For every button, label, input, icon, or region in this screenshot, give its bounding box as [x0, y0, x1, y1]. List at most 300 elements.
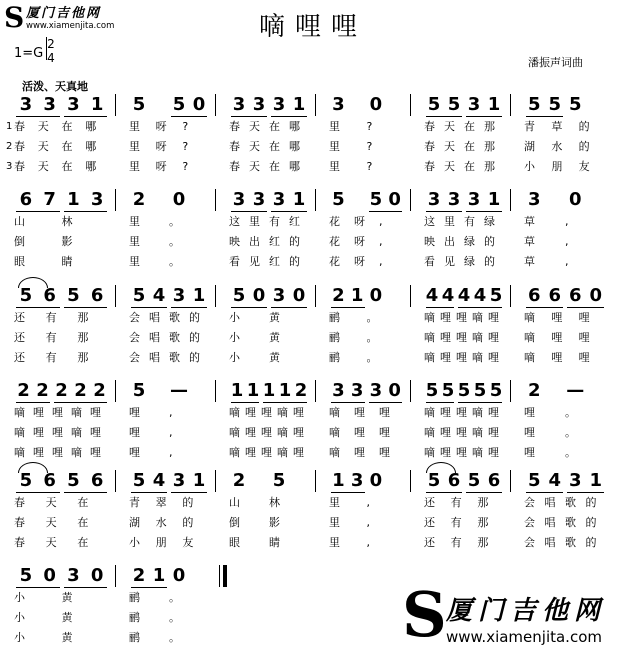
note: 6: [527, 285, 541, 306]
lyric-verse-3: 嘀哩哩嘀哩: [424, 446, 504, 459]
logo-name: 厦门吉他网: [26, 6, 102, 21]
beam: [426, 492, 462, 493]
note: 5: [568, 94, 582, 115]
beam: [369, 402, 403, 403]
note: 3: [232, 189, 246, 210]
lyric-verse-1: 小黄: [14, 591, 109, 604]
beam: [458, 307, 502, 308]
note: 3: [252, 94, 266, 115]
lyric-verse-3: 鹂。: [329, 351, 404, 364]
barline: [410, 380, 411, 402]
note: 3: [19, 94, 33, 115]
beam: [64, 116, 108, 117]
logo-name-large: 厦门吉他网: [446, 596, 607, 626]
time-bottom: 4: [47, 51, 55, 65]
note: 4: [152, 470, 166, 491]
beam: [263, 402, 307, 403]
lyric-verse-3: 哩,: [129, 446, 202, 459]
beam: [526, 492, 563, 493]
note: 4: [425, 285, 439, 306]
lyric-verse-3: 眼睛: [229, 536, 309, 549]
verse-number: 1: [6, 121, 13, 132]
lyric-verse-1: 哩,: [129, 406, 202, 419]
note: 5: [527, 470, 541, 491]
barline: [115, 470, 116, 492]
note: 1: [487, 94, 501, 115]
note: 3: [43, 94, 56, 115]
time-top: 2: [47, 37, 55, 51]
lyric-verse-1: 里?: [329, 120, 399, 133]
lyric-verse-3: 小黄: [229, 351, 309, 364]
beam: [64, 211, 108, 212]
lyric-verse-2: 嘀哩哩嘀哩: [424, 426, 504, 439]
note: 1: [262, 380, 276, 401]
lyric-verse-2: 里呀?: [129, 140, 204, 153]
beam: [426, 402, 454, 403]
lyric-verse-1: 里。: [129, 215, 209, 228]
lyric-verse-2: 草,: [524, 235, 599, 248]
song-title: 嘀哩哩: [258, 12, 367, 42]
barline: [510, 380, 511, 402]
note: 5: [489, 380, 503, 401]
lyric-verse-3: 嘀哩哩嘀哩: [14, 446, 109, 459]
note: 3: [350, 470, 364, 491]
beam: [426, 211, 462, 212]
note: 3: [447, 189, 461, 210]
note: 3: [90, 189, 104, 210]
lyric-verse-3: 眼睛: [14, 255, 109, 268]
barline: [510, 94, 511, 116]
note: 4: [441, 285, 455, 306]
time-bar: [46, 37, 47, 60]
barline: [315, 189, 316, 211]
system-4: [0, 380, 626, 470]
lyric-verse-3: 嘀哩哩嘀哩: [229, 446, 309, 459]
note: 2: [93, 380, 106, 401]
lyric-verse-1: 小黄: [229, 311, 309, 324]
note: —: [566, 380, 585, 401]
lyric-verse-1: 这里有绿: [424, 215, 504, 228]
lyric-verse-2: 鹂。: [329, 331, 404, 344]
lyric-verse-1: 山林: [229, 496, 309, 509]
lyric-verse-2: 小黄: [14, 611, 109, 624]
lyric-verse-2: 鹂。: [129, 611, 209, 624]
lyric-verse-1: 还有那: [424, 496, 504, 509]
beam: [567, 307, 604, 308]
beam: [426, 307, 454, 308]
tempo-marking: 活泼、天真地: [22, 80, 88, 93]
lyric-verse-3: 鹂。: [129, 631, 209, 644]
note: 6: [447, 470, 461, 491]
note: 5: [527, 94, 541, 115]
beam: [331, 402, 365, 403]
note: 5: [132, 94, 146, 115]
beam: [131, 492, 167, 493]
note: 3: [350, 380, 364, 401]
note: 4: [548, 470, 562, 491]
note: 5: [67, 470, 80, 491]
lyric-verse-3: 里?: [329, 160, 399, 173]
note: 0: [388, 380, 401, 401]
lyric-verse-3: 嘀哩哩: [329, 446, 404, 459]
barline: [410, 470, 411, 492]
verse-number: 2: [6, 141, 13, 152]
note: 1: [589, 470, 603, 491]
note: 4: [457, 285, 471, 306]
lyric-verse-2: 嘀哩哩嘀哩: [424, 331, 504, 344]
lyric-verse-2: 嘀哩哩: [524, 331, 606, 344]
note: 2: [527, 380, 541, 401]
lyric-verse-3: 春天在哪: [229, 160, 309, 173]
note: 6: [90, 470, 104, 491]
lyric-verse-1: 会唱歌的: [524, 496, 606, 509]
note: 1: [350, 285, 364, 306]
lyric-verse-1: 嘀哩哩嘀哩: [14, 406, 109, 419]
lyric-verse-2: 映出红的: [229, 235, 309, 248]
lyric-verse-2: 映出绿的: [424, 235, 504, 248]
beam: [526, 116, 563, 117]
note: 3: [369, 380, 383, 401]
lyric-verse-3: 还有那: [14, 351, 109, 364]
lyric-verse-1: 嘀哩哩: [524, 311, 606, 324]
note: 5: [332, 189, 345, 210]
note: 0: [292, 285, 306, 306]
lyric-verse-2: 嘀哩哩嘀哩: [229, 426, 309, 439]
note: 1: [278, 380, 292, 401]
note: 5: [427, 94, 441, 115]
beam: [64, 492, 108, 493]
beam: [231, 307, 267, 308]
lyric-verse-3: 嘀哩哩: [524, 351, 606, 364]
note: 5: [19, 285, 33, 306]
system-2: [0, 189, 626, 279]
note: 5: [369, 189, 383, 210]
time-signature: [46, 37, 56, 65]
note: 1: [230, 380, 244, 401]
barline: [215, 94, 216, 116]
beam: [16, 211, 60, 212]
lyric-verse-2: 春天在哪: [229, 140, 309, 153]
note: 5: [447, 94, 461, 115]
final-barline-thick: [223, 565, 227, 587]
beam: [331, 307, 365, 308]
beam: [466, 211, 502, 212]
beam: [271, 211, 307, 212]
lyric-verse-1: 春天在哪: [229, 120, 309, 133]
lyric-verse-3: 小朋友: [129, 536, 209, 549]
note: 5: [19, 470, 33, 491]
beam: [171, 307, 207, 308]
barline: [410, 285, 411, 307]
note: 0: [568, 189, 582, 210]
note: 4: [473, 285, 487, 306]
lyric-verse-2: 里,: [329, 516, 397, 529]
lyric-verse-2: 春天在那: [424, 140, 504, 153]
note: 3: [252, 189, 266, 210]
beam: [171, 492, 207, 493]
lyric-verse-2: 湖水的: [524, 140, 606, 153]
note: 5: [489, 285, 503, 306]
lyric-verse-2: 里?: [329, 140, 399, 153]
beam: [64, 307, 108, 308]
note: 0: [90, 565, 104, 586]
note: 0: [192, 94, 206, 115]
lyric-verse-2: 湖水的: [129, 516, 209, 529]
beam: [466, 116, 502, 117]
note: 3: [568, 470, 582, 491]
note: 5: [67, 285, 80, 306]
note: 5: [427, 470, 441, 491]
note: 2: [74, 380, 87, 401]
barline: [510, 189, 511, 211]
note: 5: [132, 285, 146, 306]
note: 5: [467, 470, 481, 491]
note: 3: [272, 189, 286, 210]
barline: [510, 470, 511, 492]
lyric-verse-2: 还有那: [424, 516, 504, 529]
note: 3: [67, 94, 80, 115]
beam: [131, 587, 167, 588]
note: 3: [172, 470, 186, 491]
note: 3: [527, 189, 541, 210]
note: 7: [43, 189, 56, 210]
note: 0: [369, 94, 383, 115]
lyric-verse-3: 看见红的: [229, 255, 309, 268]
barline: [115, 189, 116, 211]
note: 3: [232, 94, 246, 115]
lyric-verse-3: 哩。: [524, 446, 606, 459]
beam: [171, 116, 207, 117]
barline: [315, 94, 316, 116]
composer-credit: 潘振声词曲: [528, 56, 583, 69]
note: 0: [43, 565, 56, 586]
note: —: [170, 380, 188, 401]
note: 6: [19, 189, 33, 210]
lyric-verse-3: 里。: [129, 255, 209, 268]
note: 5: [272, 470, 286, 491]
lyric-verse-1: 嘀哩哩嘀哩: [229, 406, 309, 419]
beam: [369, 211, 403, 212]
note: 5: [232, 285, 246, 306]
lyric-verse-3: 春天在哪: [14, 160, 109, 173]
barline: [215, 380, 216, 402]
note: 2: [132, 189, 146, 210]
note: 1: [487, 189, 501, 210]
note: 0: [369, 285, 383, 306]
note: 3: [467, 189, 481, 210]
note: 1: [152, 565, 166, 586]
note: 2: [36, 380, 49, 401]
note: 6: [487, 470, 501, 491]
barline: [115, 380, 116, 402]
lyric-verse-1: 哩。: [524, 406, 606, 419]
note: 3: [467, 94, 481, 115]
barline: [215, 285, 216, 307]
beam: [64, 587, 108, 588]
lyric-verse-3: 会唱歌的: [524, 536, 606, 549]
lyric-verse-3: 看见绿的: [424, 255, 504, 268]
lyric-verse-3: 里呀?: [129, 160, 204, 173]
lyric-verse-2: 哩。: [524, 426, 606, 439]
lyric-verse-3: 会唱歌的: [129, 351, 209, 364]
logo-large: [402, 578, 622, 658]
barline: [510, 285, 511, 307]
note: 6: [90, 285, 104, 306]
barline: [115, 94, 116, 116]
beam: [16, 587, 60, 588]
beam: [271, 116, 307, 117]
beam: [231, 211, 267, 212]
lyric-verse-1: 草,: [524, 215, 599, 228]
lyric-verse-2: 会唱歌的: [129, 331, 209, 344]
note: 3: [332, 94, 345, 115]
lyric-verse-2: 春天在: [14, 516, 109, 529]
lyric-verse-3: 花呀,: [329, 255, 397, 268]
lyric-verse-2: 里。: [129, 235, 209, 248]
key-signature: 1=G: [14, 46, 44, 61]
note: 0: [252, 285, 266, 306]
note: 1: [192, 470, 206, 491]
lyric-verse-1: 嘀哩哩嘀哩: [424, 406, 504, 419]
barline: [115, 565, 116, 587]
lyric-verse-1: 会唱歌的: [129, 311, 209, 324]
note: 3: [272, 94, 286, 115]
note: 6: [43, 470, 56, 491]
beam: [526, 307, 563, 308]
beam: [16, 402, 50, 403]
note: 0: [369, 470, 383, 491]
lyric-verse-2: 会唱歌的: [524, 516, 606, 529]
lyric-verse-1: 嘀哩哩嘀哩: [424, 311, 504, 324]
lyric-verse-3: 小黄: [14, 631, 109, 644]
beam: [16, 116, 60, 117]
barline: [315, 380, 316, 402]
beam: [271, 307, 307, 308]
beam: [16, 307, 60, 308]
note: 5: [132, 380, 146, 401]
lyric-verse-2: 倒影: [229, 516, 309, 529]
note: 0: [172, 565, 186, 586]
note: 5: [548, 94, 562, 115]
note: 3: [427, 189, 441, 210]
beam: [131, 307, 167, 308]
lyric-verse-1: 鹂。: [329, 311, 404, 324]
note: 4: [152, 285, 166, 306]
note: 6: [568, 285, 582, 306]
lyric-verse-1: 里呀?: [129, 120, 204, 133]
note: 5: [441, 380, 455, 401]
lyric-verse-3: 春天在那: [424, 160, 504, 173]
lyric-verse-1: 鹂。: [129, 591, 209, 604]
beam: [231, 116, 267, 117]
lyric-verse-3: 草,: [524, 255, 599, 268]
logo-url: www.xiamenjita.com: [26, 21, 115, 31]
note: 6: [43, 285, 56, 306]
note: 6: [548, 285, 562, 306]
lyric-verse-2: 倒影: [14, 235, 109, 248]
lyric-verse-2: 哩,: [129, 426, 202, 439]
lyric-verse-1: 春天在: [14, 496, 109, 509]
lyric-verse-1: 青翠的: [129, 496, 209, 509]
lyric-verse-2: 春天在哪: [14, 140, 109, 153]
logo-s-large-icon: S: [402, 578, 447, 651]
note: 0: [388, 189, 401, 210]
lyric-verse-1: 春天在哪: [14, 120, 109, 133]
note: 2: [132, 565, 146, 586]
note: 2: [55, 380, 68, 401]
note: 1: [90, 94, 104, 115]
note: 2: [332, 285, 345, 306]
barline: [410, 189, 411, 211]
note: 3: [332, 380, 345, 401]
beam: [231, 402, 259, 403]
lyric-verse-2: 嘀哩哩嘀哩: [14, 426, 109, 439]
note: 1: [292, 94, 306, 115]
lyric-verse-2: 嘀哩哩: [329, 426, 404, 439]
beam: [54, 402, 107, 403]
note: 5: [132, 470, 146, 491]
barline: [215, 189, 216, 211]
lyric-verse-3: 里,: [329, 536, 397, 549]
note: 2: [232, 470, 246, 491]
logo-url-large: www.xiamenjita.com: [446, 628, 602, 646]
note: 5: [425, 380, 439, 401]
note: 2: [294, 380, 308, 401]
note: 3: [67, 565, 80, 586]
note: 5: [172, 94, 186, 115]
system-1: [0, 94, 626, 184]
logo-s-icon: S: [4, 1, 25, 34]
barline: [115, 285, 116, 307]
lyric-verse-1: 这里有红: [229, 215, 309, 228]
note: 2: [17, 380, 30, 401]
note: 3: [272, 285, 286, 306]
lyric-verse-1: 里,: [329, 496, 397, 509]
beam: [458, 402, 502, 403]
lyric-verse-3: 嘀哩哩嘀哩: [424, 351, 504, 364]
barline: [410, 94, 411, 116]
lyric-verse-3: 还有那: [424, 536, 504, 549]
lyric-verse-1: 山林: [14, 215, 109, 228]
note: 3: [172, 285, 186, 306]
system-3: [0, 285, 626, 375]
note: 1: [332, 470, 345, 491]
lyric-verse-1: 嘀哩哩: [329, 406, 404, 419]
note: 1: [246, 380, 260, 401]
beam: [16, 492, 60, 493]
note: 1: [292, 189, 306, 210]
note: 1: [192, 285, 206, 306]
verse-number: 3: [6, 161, 13, 172]
lyric-verse-2: 还有那: [14, 331, 109, 344]
lyric-verse-2: 花呀,: [329, 235, 397, 248]
lyric-verse-1: 花呀,: [329, 215, 397, 228]
lyric-verse-2: 小黄: [229, 331, 309, 344]
lyric-verse-1: 青草的: [524, 120, 606, 133]
lyric-verse-1: 春天在那: [424, 120, 504, 133]
beam: [426, 116, 462, 117]
beam: [466, 492, 502, 493]
lyric-verse-1: 还有那: [14, 311, 109, 324]
lyric-verse-3: 小朋友: [524, 160, 606, 173]
note: 0: [589, 285, 603, 306]
final-barline-thin: [219, 565, 220, 587]
note: 5: [457, 380, 471, 401]
note: 5: [473, 380, 487, 401]
beam: [331, 492, 365, 493]
lyric-verse-3: 春天在: [14, 536, 109, 549]
note: 5: [19, 565, 33, 586]
